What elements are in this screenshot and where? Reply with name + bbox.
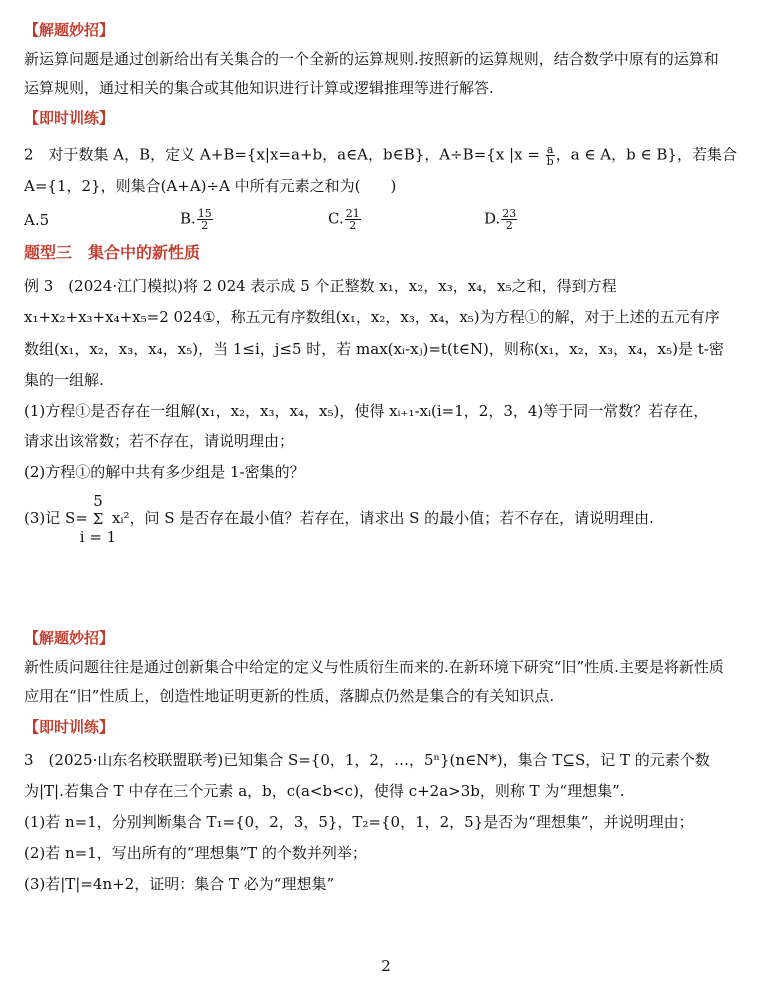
option-d [484,208,518,231]
option-label: C. [328,209,344,228]
subquestion-text: ，问 S 是否存在最小值？若存在，请求出 S 的最小值；若不存在，请说明理由. [129,509,654,527]
section-title: 题型三 集合中的新性质 [24,243,201,262]
option-label: D. [484,209,501,228]
set-builder-right: ，a ∈ A，b ∈ B} [555,145,677,164]
tips-text-line: 新运算问题是通过创新给出有关集合的一个全新的运算规则.按照新的运算规则，结合数学中原有的运算和 [24,50,719,68]
sigma-symbol: Σ [92,510,104,528]
set-builder-left: {x |x = [486,145,545,164]
fraction-denominator: b [546,155,554,168]
sigma-upper-limit: 5 [93,492,103,510]
question-line: 3 (2025·山东名校联盟联考)已知集合 S={0，1，2，…，5ⁿ}(n∈N*)，集合 T⊆S，记 T 的元素个数 [24,751,710,769]
fraction [546,144,555,167]
option-label: B. [180,209,196,228]
fraction-numerator: 23 [502,207,517,220]
training-header: 【即时训练】 [24,109,115,127]
training-header: 【即时训练】 [24,718,115,736]
tips-text-line: 新性质问题往往是通过创新集合中给定的定义与性质衍生而来的.在新环境下研究“旧”性质.主要是将新性质 [24,658,724,676]
subquestion-line: (1)方程①是否存在一组解(x₁，x₂，x₃，x₄，x₅)，使得 xᵢ₊₁-xᵢ(i=1，2，3，4)等于同一常数？若存在， [24,402,709,420]
question-text: 2 对于数集 A，B，定义 A+B={x|x=a+b，a∈A，b∈B}，A÷B= [24,145,487,164]
fraction [197,208,213,231]
fraction-numerator: 21 [345,207,360,220]
option-b [180,208,214,231]
subquestion-line: (2)若 n=1，写出所有的“理想集”T 的个数并列举； [24,844,367,862]
fraction [345,208,361,231]
option-c [328,208,362,231]
tips-text-line: 应用在“旧”性质上，创造性地证明更新的性质，落脚点仍然是集合的有关知识点. [24,687,555,705]
sigma-lower-limit: i = 1 [79,528,117,546]
example-line: 数组(x₁，x₂，x₃，x₄，x₅)，当 1≤i，j≤5 时，若 max(xᵢ-xⱼ)=t(t∈N)，则称(x₁，x₂，x₃，x₄，x₅)是 t-密 [24,340,724,358]
fraction-denominator: 2 [505,219,513,232]
subquestion-line: (3)若|T|=4n+2，证明：集合 T 必为“理想集” [24,875,335,893]
fraction-numerator: a [546,143,554,156]
tips-text-line: 运算规则，通过相关的集合或其他知识进行计算或逻辑推理等进行解答. [24,79,494,97]
example-line: 集的一组解. [24,371,104,389]
tips-header: 【解题妙招】 [24,629,115,647]
fraction-denominator: 2 [349,219,357,232]
subquestion-line: (2)方程①的解中共有多少组是 1-密集的？ [24,463,305,481]
subquestion-prefix: (3)记 S= [24,509,88,527]
page-number: 2 [381,957,391,975]
subquestion-line: (1)若 n=1，分别判断集合 T₁={0，2，3，5}，T₂={0，1，2，5}是否为“理想集”，并说明理由； [24,813,694,831]
fraction-denominator: 2 [201,219,209,232]
question-line [24,144,737,167]
question-line: 为|T|.若集合 T 中存在三个元素 a，b，c(a<b<c)，使得 c+2a>3b，则称 T 为“理想集”. [24,782,625,800]
summation-term: xᵢ² [112,509,130,527]
tips-header: 【解题妙招】 [24,21,115,39]
fraction [501,208,517,231]
question-line: A={1，2}，则集合(A+A)÷A 中所有元素之和为( ) [24,177,397,195]
example-line: x₁+x₂+x₃+x₄+x₅=2 024①，称五元有序数组(x₁，x₂，x₃，x₄，x₅)为方程①的解，对于上述的五元有序 [24,308,720,326]
option-label: A.5 [24,211,50,229]
example-line: 例 3 (2024·江门模拟)将 2 024 表示成 5 个正整数 x₁，x₂，x₃，x₄，x₅之和，得到方程 [24,277,617,295]
option-a [24,210,49,230]
subquestion-line [112,508,654,528]
fraction-numerator: 15 [197,207,212,220]
subquestion-line: 请求出该常数；若不存在，请说明理由； [24,432,295,450]
question-text-tail: ，若集合 [676,145,737,164]
